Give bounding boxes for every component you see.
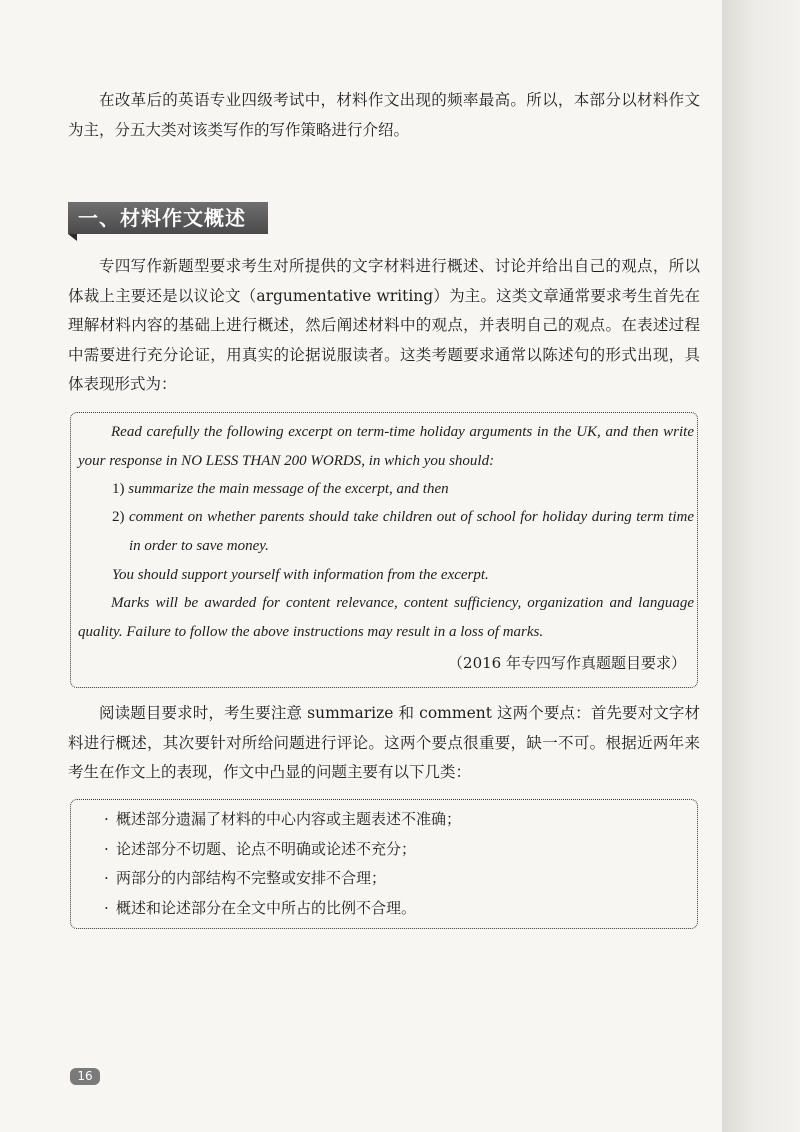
- prompt-marks: Marks will be awarded for content relevance, content sufficiency, organization and language quality. Failure to follow the above instructions may result in a loss of marks.: [78, 595, 694, 640]
- prompt-item-2-number: 2): [112, 509, 125, 525]
- intro-paragraph: 在改革后的英语专业四级考试中，材料作文出现的频率最高。所以，本部分以材料作文为主，分五大类对该类写作的写作策略进行介绍。: [68, 91, 700, 139]
- problem-item: · 概述部分遗漏了材料的中心内容或主题表述不准确；: [104, 805, 684, 835]
- heading-fold-decoration: [68, 234, 77, 241]
- prompt-item-1-number: 1): [112, 481, 125, 497]
- bullet-icon: ·: [104, 898, 109, 917]
- problem-item: · 概述和论述部分在全文中所占的比例不合理。: [104, 894, 684, 924]
- overview-paragraph: 专四写作新题型要求考生对所提供的文字材料进行概述、讨论并给出自己的观点，所以体裁上主要还是以议论文（argumentative writing）为主。这类文章通常要求考生首先在理解材料内容的基础上进行概述，然后阐述材料中的观点，并表明自己的观点。在表述过程中需要进行充分论证，用真实的论据说服读者。这类考题要求通常以陈述句的形式出现，具体表现形式为：: [68, 257, 700, 393]
- bullet-icon: ·: [104, 839, 109, 858]
- problem-item: · 论述部分不切题、论点不明确或论述不充分；: [104, 835, 684, 865]
- page-edge-shadow: [722, 0, 800, 1132]
- section-heading: [68, 198, 268, 242]
- problems-list: [104, 805, 684, 923]
- bullet-icon: ·: [104, 810, 109, 828]
- prompt-source: （2016 年专四写作真题题目要求）: [448, 654, 686, 672]
- page-number: 16: [70, 1068, 100, 1085]
- prompt-item-1: [112, 475, 694, 504]
- section-title: 一、材料作文概述: [68, 202, 268, 234]
- analysis-paragraph: 阅读题目要求时，考生要注意 summarize 和 comment 这两个要点：首先要对文字材料进行概述，其次要针对所给问题进行评论。这两个要点很重要，缺一不可。根据近两年来考生在作文上的表现，作文中凸显的问题主要有以下几类：: [68, 704, 700, 781]
- problem-item: · 两部分的内部结构不完整或安排不合理；: [104, 864, 684, 894]
- bullet-icon: ·: [104, 869, 109, 887]
- prompt-item-2-text: comment on whether parents should take children out of school for holiday during term time in order to save money.: [129, 509, 695, 554]
- prompt-instruction: Read carefully the following excerpt on term-time holiday arguments in the UK, and then write your response in NO LESS THAN 200 WORDS, in which you should:: [78, 424, 694, 469]
- prompt-item-2: [112, 503, 694, 560]
- prompt-item-1-text: summarize the main message of the excerpt, and then: [128, 481, 449, 497]
- prompt-support: You should support yourself with information from the excerpt.: [112, 567, 489, 583]
